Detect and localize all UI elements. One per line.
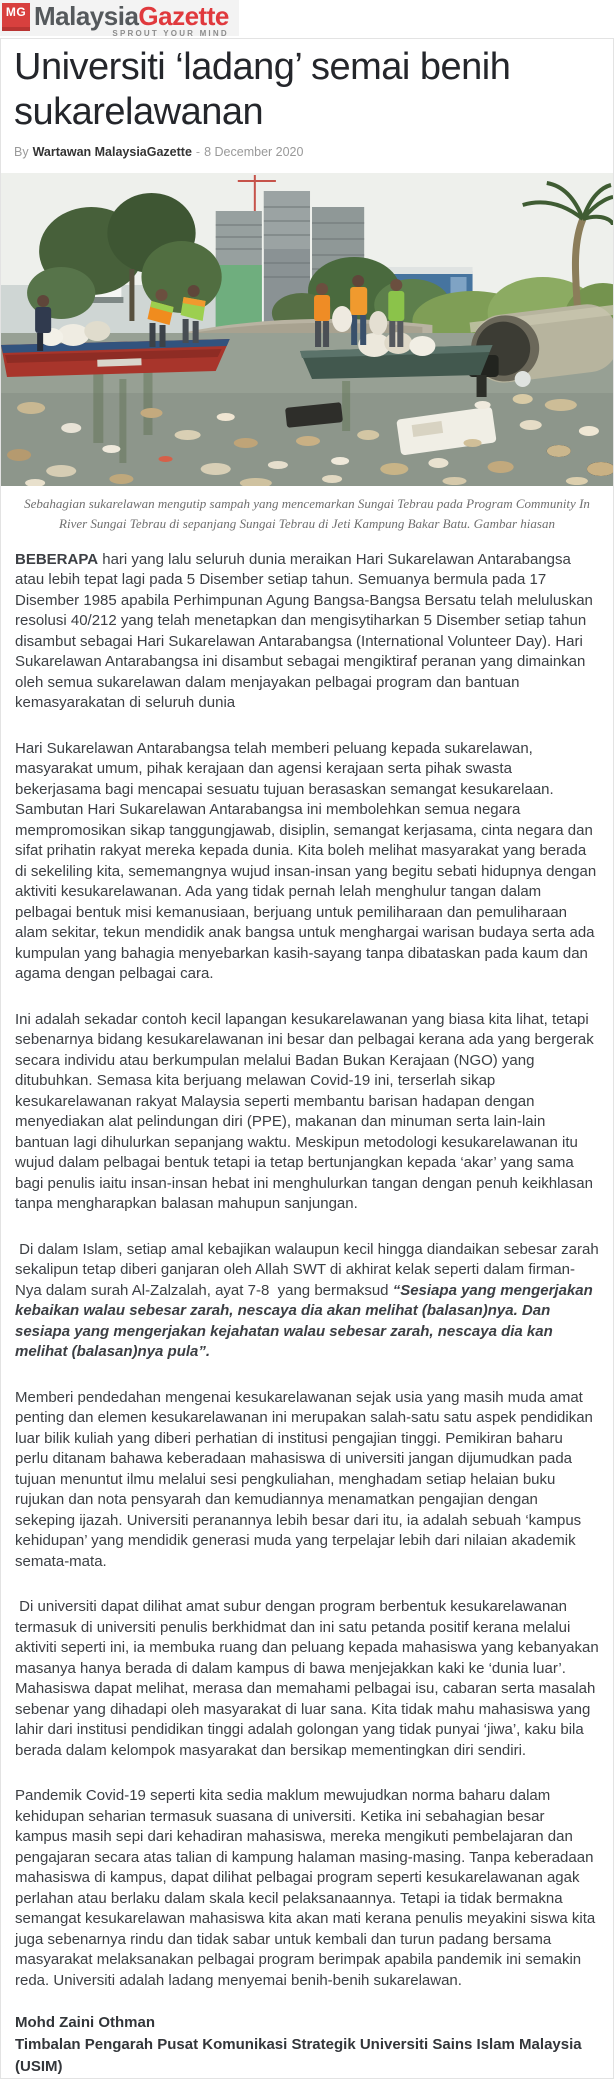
paragraph-6: Di universiti dapat dilihat amat subur dengan program berbentuk kesukarelawanan termasuk di universiti penulis berkhidmat dan ini satu petanda positif kerana melalui aktiviti seperti ini, ia membuka ruang dan peluang kepada mahasiswa yang kebanyakan masanya hanya berada di dalam kampus di bawa menjejakkan kaki ke ‘dunia luar’. Mahasiswa dapat melihat, merasa dan memahami pelbagai isu, cabaran serta masalah sebenar yang dihadapi oleh masyarakat di luar sana. Kita tidak mahu mahasiswa yang lahir dari institusi pendidikan tinggi adalah golongan yang tidak punyai ‘jiwa’, kaku bila berada dalam kelompok masyarakat dan bersikap mementingkan diri sendiri.: [15, 1598, 603, 1759]
byline-date: 8 December 2020: [204, 144, 304, 159]
paragraph-3: Ini adalah sekadar contoh kecil lapangan kesukarelawanan yang biasa kita lihat, tetapi sebenarnya bidang kesukarelawanan ini besar dan pelbagai kerana ada yang bergerak secara individu atau berkumpulan melalui Badan Bukan Kerajaan (NGO) yang ditubuhkan. Semasa kita berjuang melawan Covid-19 ini, terserlah sikap kesukarelawanan rakyat Malaysia seperti membantu barisan hadapan dengan menyediakan alat pelindungan diri (PPE), makanan dan minuman serta lain-lain bantuan lagi dihulurkan sepanjang waktu. Meskipun metodologi kesukarelawanan itu wujud dalam pelbagai bentuk tetapi ia tetap bertunjangkan kepada ‘akar’ yang sama bagi penulis iaitu insan-insan hebat ini menghulurkan tangan dengan penuh keikhlasan tanpa mengharapkan balasan mahupun sanjungan.: [15, 1010, 598, 1213]
logo-text: [34, 3, 229, 38]
author-signature: [1, 2012, 613, 2078]
quran-quote: “Sesiapa yang mengerjakan kebaikan walau sebesar zarah, nescaya dia akan melihat (balasan)nya. Dan sesiapa yang mengerjakan kejahatan walau sebesar zarah, nescaya dia kan melihat (balasan)nya pula”.: [15, 1281, 597, 1361]
paragraph-1: [15, 550, 599, 714]
site-logo[interactable]: [0, 0, 239, 36]
logo-word-gazette: Gazette: [138, 1, 229, 31]
site-header: [0, 0, 614, 36]
paragraph-4-lead: Di dalam Islam, setiap amal kebajikan walaupun kecil hingga diandaikan sebesar zarah sekalipun tetap diberi ganjaran oleh Allah SWT di akhirat kelak seperti dalam firman-Nya dalam surah Al-Zalzalah, ayat 7-8 yang bermaksud: [15, 1240, 603, 1299]
paragraph-1-lead: BEBERAPA: [15, 550, 99, 568]
byline-by: By: [14, 144, 29, 159]
byline-separator: -: [195, 144, 201, 159]
paragraph-7: Pandemik Covid-19 seperti kita sedia maklum mewujudkan norma baharu dalam kehidupan seharian termasuk suasana di universiti. Ketika ini sebahagian besar kampus masih sepi dari kehadiran mahasiswa, mereka mengikuti pembelajaran dan pengajaran secara atas talian di kampung halaman masing-masing. Tanpa keberadaan mahasiswa di kampus, dapat dilihat pelbagai program seperti kesukarelawanan agak perlahan atau berlaku dalam skala kecil pelaksanaannya. Tetapi ia tidak bermakna semangat kesukarelawan mahasiswa kita akan mati kerana penulis meyakini siswa kita juga sebenarnya rindu dan tidak sabar untuk kembali dan turun padang bersama masyarakat melaksanakan pelbagai program berimpak apabila pandemik ini semakin reda. Universiti adalah ladang menyemai benih-benih sukarelawan.: [15, 1787, 600, 1989]
paragraph-4: [15, 1240, 603, 1363]
author-title: Timbalan Pengarah Pusat Komunikasi Strategik Universiti Sains Islam Malaysia (USIM): [15, 2036, 586, 2076]
byline: [14, 145, 600, 159]
article-photo: [1, 173, 613, 486]
article-title: Universiti ‘ladang’ semai benih sukarelawanan: [14, 46, 511, 133]
mg-logo-icon: MG: [2, 3, 30, 31]
paragraph-5: Memberi pendedahan mengenai kesukarelawanan sejak usia yang masih muda amat penting dan elemen kesukarelawanan ini merupakan salah-satu satu aspek pendidikan luar bilik kuliah yang diberi perhatian di institusi pengajian tinggi. Pemikiran baharu perlu ditanam bahawa keberadaan mahasiswa di universiti jangan dijumudkan pada tujuan menuntut ilmu melalui sesi pengkuliahan, menghadam setiap helaian buku rujukan dan nota pensyarah dan kemudiannya menamatkan pengajian dengan sekeping ijazah. Universiti peranannya lebih besar dari itu, ia adalah sebuah ‘kampus kehidupan’ yang mendidik generasi muda yang terpelajar lebih dari nilaian akademik semata-mata.: [15, 1388, 598, 1570]
paragraph-2: Hari Sukarelawan Antarabangsa telah memberi peluang kepada sukarelawan, masyarakat umum, pihak kerajaan dan agensi kerajaan serta pihak swasta bekerjasama bagi mencapai sesuatu tujuan berasaskan semangat kesukarelaan. Sambutan Hari Sukarelawan Antarabangsa ini membolehkan semua negara mempromosikan sikap tanggungjawab, disiplin, semangat kerjasama, cinta negara dan sifat prihatin rakyat mereka kepada dunia. Kita boleh melihat masyarakat yang berada di sekeliling kita, sememangnya wujud insan-insan yang begitu sebati hidupnya dengan aktiviti kesukarelawanan. Ada yang tidak pernah lelah menghulur tangan dalam pelbagai bentuk misi kemanusiaan, berjuang untuk pemiliharaan dan pemuliharaan alam sekitar, tekun mendidik anak bangsa untuk menghargai warisan budaya serta ada kumpulan yang bahagia menyebarkan kasih-sayang tanpa dibataskan pada kaum dan agama dengan pelbagai cara.: [15, 739, 601, 983]
author-name: Mohd Zaini Othman: [15, 2014, 155, 2032]
paragraph-1-text: hari yang lalu seluruh dunia meraikan Hari Sukarelawan Antarabangsa atau lebih tepat lagi pada 5 Disember setiap tahun. Semuanya bermula pada 17 Disember 1985 apabila Perhimpunan Agung Bangsa-Bangsa Bersatu telah meluluskan resolusi 40/212 yang telah menetapkan dan mengisytiharkan 5 Disember setiap tahun disambut sebagai Hari Sukarelawan Antarabangsa (International Volunteer Day). Hari Sukarelawan Antarabangsa ini disambut sebagai mengiktiraf peranan yang dimainkan oleh semua sukarelawan dalam menjayakan pelbagai program dan bantuan kemasyarakatan di seluruh dunia: [15, 550, 598, 712]
photo-caption: Sebahagian sukarelawan mengutip sampah yang mencemarkan Sungai Tebrau pada Program Community In River Sungai Tebrau di sepanjang Sungai Tebrau di Jeti Kampung Bakar Batu. Gambar hiasan: [24, 495, 590, 531]
byline-author-link[interactable]: Wartawan MalaysiaGazette: [32, 144, 192, 159]
article-body: [1, 550, 613, 2017]
logo-tagline: SPROUT YOUR MIND: [112, 29, 229, 38]
article-container: [0, 38, 614, 2079]
river-cleanup-photo-illustration: [1, 173, 613, 486]
logo-word-malaysia: Malaysia: [34, 1, 139, 31]
